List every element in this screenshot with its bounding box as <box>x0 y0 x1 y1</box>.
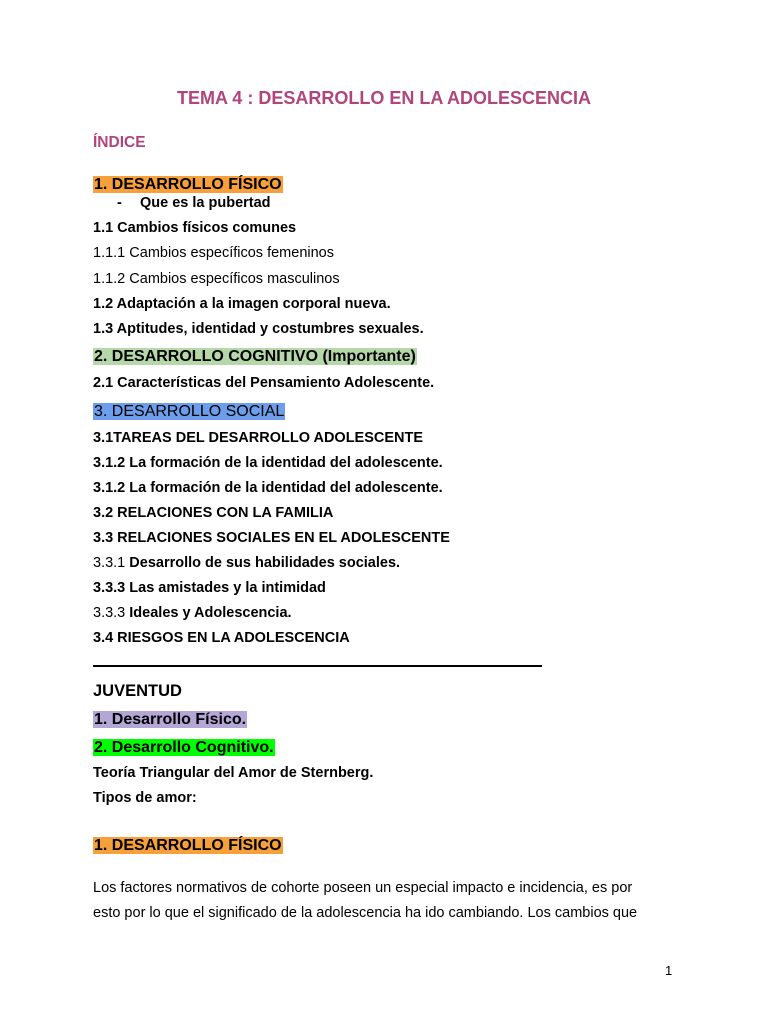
body-paragraph-line-2: esto por lo que el significado de la adolescencia ha ido cambiando. Los cambios que <box>93 905 638 921</box>
body-paragraph <box>93 876 683 926</box>
horizontal-rule <box>93 665 542 667</box>
toc-1-1-2: 1.1.2 Cambios específicos masculinos <box>93 271 340 287</box>
toc-1-1-1: 1.1.1 Cambios específicos femeninos <box>93 245 334 261</box>
toc-1-2: 1.2 Adaptación a la imagen corporal nueva. <box>93 296 391 312</box>
toc-section-1-label: 1. DESARROLLO FÍSICO <box>94 176 282 193</box>
body-section-heading <box>93 837 283 854</box>
toc-section-2 <box>93 347 417 366</box>
toc-3-3-3-b <box>93 605 292 622</box>
toc-3-3-1 <box>93 555 400 572</box>
page-number: 1 <box>665 963 673 978</box>
toc-3-4: 3.4 RIESGOS EN LA ADOLESCENCIA <box>93 630 350 646</box>
toc-3-3-3-b-number: 3.3.3 <box>93 605 126 621</box>
toc-section-2-label: 2. DESARROLLO COGNITIVO (Importante) <box>94 348 416 365</box>
toc-3-3-1-text: Desarrollo de sus habilidades sociales. <box>129 555 401 571</box>
juventud-item-1-label: 1. Desarrollo Físico. <box>94 711 247 728</box>
toc-1-1: 1.1 Cambios físicos comunes <box>93 220 297 236</box>
document-title: TEMA 4 : DESARROLLO EN LA ADOLESCENCIA <box>176 88 591 108</box>
toc-3-3: 3.3 RELACIONES SOCIALES EN EL ADOLESCENTE <box>93 530 450 546</box>
toc-1-3: 1.3 Aptitudes, identidad y costumbres sexuales. <box>93 321 424 337</box>
juventud-item-2 <box>93 739 275 756</box>
toc-bullet-pubertad <box>93 195 271 212</box>
body-section-heading-label: 1. DESARROLLO FÍSICO <box>94 837 282 854</box>
juventud-heading: JUVENTUD <box>93 682 182 700</box>
juventud-item-2-label: 2. Desarrollo Cognitivo. <box>94 739 274 756</box>
toc-3-3-3-a: 3.3.3 Las amistades y la intimidad <box>93 580 326 596</box>
indice-heading: ÍNDICE <box>93 134 146 151</box>
toc-3-3-3-b-text: Ideales y Adolescencia. <box>129 605 292 621</box>
body-paragraph-line-1: Los factores normativos de cohorte poseen un especial impacto e incidencia, es por <box>93 880 633 896</box>
toc-2-1: 2.1 Características del Pensamiento Adolescente. <box>93 375 435 391</box>
toc-3-3-1-number: 3.3.1 <box>93 555 126 571</box>
juventud-item-1 <box>93 711 247 728</box>
juventud-item-3: Teoría Triangular del Amor de Sternberg. <box>93 765 374 781</box>
toc-section-1 <box>93 176 283 193</box>
toc-section-3 <box>93 402 285 421</box>
toc-3-1-2-b: 3.1.2 La formación de la identidad del adolescente. <box>93 480 443 496</box>
toc-3-1: 3.1TAREAS DEL DESARROLLO ADOLESCENTE <box>93 430 424 446</box>
juventud-item-4: Tipos de amor: <box>93 790 197 806</box>
toc-bullet-pubertad-label: Que es la pubertad <box>140 195 271 211</box>
bullet-dash: - <box>117 195 122 211</box>
toc-section-3-label: 3. DESARROLLO SOCIAL <box>94 403 285 420</box>
toc-3-1-2-a: 3.1.2 La formación de la identidad del adolescente. <box>93 455 443 471</box>
toc-3-2: 3.2 RELACIONES CON LA FAMILIA <box>93 505 334 521</box>
